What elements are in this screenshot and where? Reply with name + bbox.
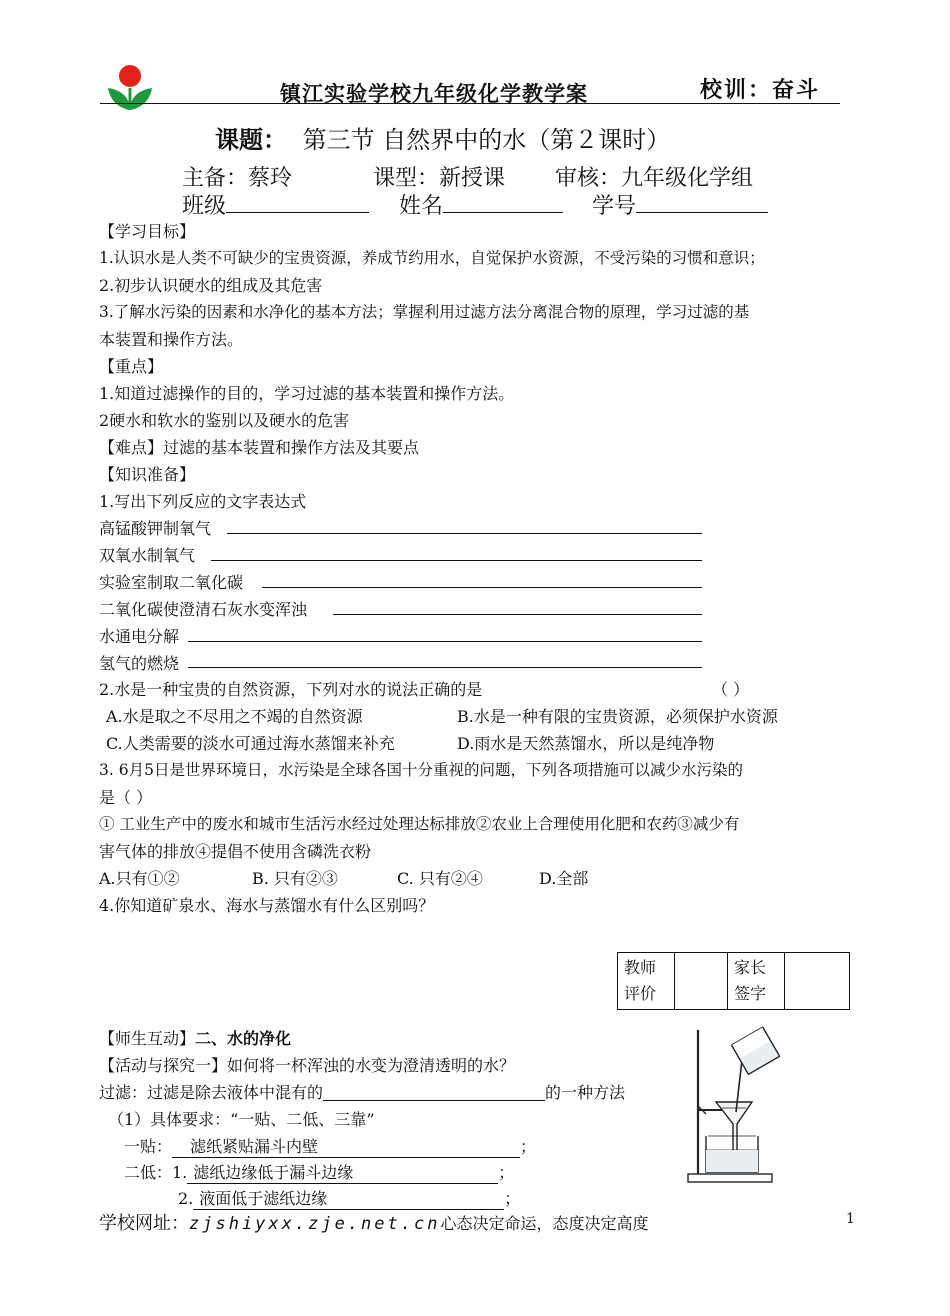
erdi-row-1: 二低：1. 滤纸边缘低于漏斗边缘 ； xyxy=(124,1160,514,1184)
erdi-answer-2: 液面低于滤纸边缘 xyxy=(193,1186,504,1210)
prep-q3-line1: 3. 6月5日是世界环境日，水污染是全球各国十分重视的问题，下列各项措施可以减少水污染的 xyxy=(99,761,743,779)
topic-line xyxy=(215,120,670,155)
reaction-2-blank[interactable] xyxy=(211,560,702,561)
reaction-1 xyxy=(99,516,211,539)
yitie-row: 一贴： 滤纸紧贴漏斗内壁 ； xyxy=(124,1134,536,1158)
keypoint-2: 2硬水和软水的鉴别以及硬水的危害 xyxy=(99,411,350,430)
meta-reviewer: 审核：九年级化学组 xyxy=(555,166,754,191)
activity-1: 【活动与探究一】如何将一杯浑浊的水变为澄清透明的水？ xyxy=(99,1056,516,1075)
footer-site-label: 学校网址： xyxy=(99,1213,189,1234)
class-label: 班级 xyxy=(182,194,227,219)
reaction-3-blank[interactable] xyxy=(262,587,702,588)
filter-blank[interactable] xyxy=(323,1083,545,1101)
header-rule xyxy=(100,103,840,104)
number-line xyxy=(592,189,768,220)
objective-2: 2.初步认识硬水的组成及其危害 xyxy=(99,276,323,295)
reaction-3-label: 实验室制取二氧化碳 xyxy=(99,573,244,592)
q2-option-b: B.水是一种有限的宝贵资源，必须保护水资源 xyxy=(457,707,778,726)
footer-slogan: 心态决定命运，态度决定高度 xyxy=(440,1214,649,1233)
keypoint-1: 1.知道过滤操作的目的，学习过滤的基本装置和操作方法。 xyxy=(99,384,515,403)
prep-q3-stmt1: ① 工业生产中的废水和城市生活污水经过处理达标排放②农业上合理使用化肥和农药③减少有 xyxy=(99,815,740,833)
reaction-6-label: 氢气的燃烧 xyxy=(99,654,180,673)
reaction-4-blank[interactable] xyxy=(333,614,702,615)
number-label: 学号 xyxy=(592,194,637,219)
footer-site xyxy=(99,1209,648,1235)
yitie-answer: 滤纸紧贴漏斗内壁 xyxy=(172,1134,520,1158)
topic-title: 第三节 自然界中的水（第２课时） xyxy=(302,126,671,154)
reaction-1-blank[interactable] xyxy=(227,533,702,534)
meta-author: 主备：蔡玲 xyxy=(182,166,293,191)
evaluation-table xyxy=(617,952,850,1010)
q2-option-c: C.人类需要的淡水可通过海水蒸馏来补充 xyxy=(106,734,395,753)
topic-label: 课题： xyxy=(215,125,287,154)
q3-option-d: D.全部 xyxy=(539,869,589,888)
objective-3: 3.了解水污染的因素和水净化的基本方法；掌握利用过滤方法分离混合物的原理，学习过滤的基 xyxy=(99,303,750,321)
erdi-answer-1: 滤纸边缘低于漏斗边缘 xyxy=(187,1160,498,1184)
class-line xyxy=(182,189,369,220)
reaction-5-blank[interactable] xyxy=(188,641,702,642)
name-label: 姓名 xyxy=(399,194,444,219)
reaction-4-label: 二氧化碳使澄清石灰水变浑浊 xyxy=(99,600,308,619)
q3-option-c: C. 只有②④ xyxy=(397,869,483,888)
parent-sign-cell[interactable] xyxy=(785,953,850,1010)
filter-requirements: （1）具体要求：“一贴、二低、三靠” xyxy=(108,1110,375,1129)
parent-sign-label: 家长 签字 xyxy=(728,953,785,1010)
school-title: 镇江实验学校九年级化学教学案 xyxy=(280,81,588,106)
teacher-eval-label: 教师 评价 xyxy=(618,953,675,1010)
q2-option-a: A.水是取之不尽用之不竭的自然资源 xyxy=(106,707,363,726)
reaction-2 xyxy=(99,543,195,566)
prep-q2: 2.水是一种宝贵的自然资源，下列对水的说法正确的是 xyxy=(99,680,483,699)
reaction-6 xyxy=(99,651,179,674)
meta-type: 课型：新授课 xyxy=(373,166,506,191)
reaction-5 xyxy=(99,624,179,647)
prep-q3-line2: 是（ ） xyxy=(99,788,153,807)
prep-q1: 1.写出下列反应的文字表达式 xyxy=(99,492,307,511)
objectives-heading: 【学习目标】 xyxy=(99,222,196,241)
filtration-apparatus-illustration xyxy=(684,1024,780,1186)
interaction-heading: 【师生互动】二、水的净化 xyxy=(99,1029,292,1048)
name-line xyxy=(399,189,563,220)
reaction-3 xyxy=(99,570,243,593)
objective-1: 1.认识水是人类不可缺少的宝贵资源，养成节约用水，自觉保护水资源，不受污染的习惯和意识； xyxy=(99,249,765,267)
keypoints-heading: 【重点】 xyxy=(99,357,164,376)
prep-q2-bracket[interactable]: （ ） xyxy=(712,680,750,699)
reaction-2-label: 双氧水制氧气 xyxy=(99,546,196,565)
school-motto: 校训：奋斗 xyxy=(700,77,821,103)
filter-definition: 过滤：过滤是除去液体中混有的 的一种方法 xyxy=(99,1083,626,1102)
footer-site-url[interactable]: zjshiyxx.zje.net.cn xyxy=(189,1214,441,1234)
q3-option-a: A.只有①② xyxy=(99,869,180,888)
name-blank[interactable] xyxy=(443,211,563,213)
page-number: 1 xyxy=(846,1211,855,1227)
prep-heading: 【知识准备】 xyxy=(99,465,196,484)
school-logo xyxy=(104,64,156,112)
reaction-5-label: 水通电分解 xyxy=(99,627,180,646)
class-blank[interactable] xyxy=(226,211,369,213)
q2-option-d: D.雨水是天然蒸馏水，所以是纯净物 xyxy=(457,734,715,753)
reaction-4 xyxy=(99,597,307,620)
objective-3-cont: 本装置和操作方法。 xyxy=(99,330,244,349)
reaction-1-label: 高锰酸钾制氧气 xyxy=(99,519,212,538)
prep-q3-stmt2: 害气体的排放④提倡不使用含磷洗衣粉 xyxy=(99,842,372,861)
reaction-6-blank[interactable] xyxy=(188,667,702,668)
erdi-row-2: 2. 液面低于滤纸边缘 ； xyxy=(178,1186,520,1210)
difficulty: 【难点】过滤的基本装置和操作方法及其要点 xyxy=(99,438,420,457)
number-blank[interactable] xyxy=(636,211,768,213)
q3-option-b: B. 只有②③ xyxy=(252,869,338,888)
teacher-eval-cell[interactable] xyxy=(675,953,728,1010)
prep-q4: 4.你知道矿泉水、海水与蒸馏水有什么区别吗？ xyxy=(99,896,435,915)
